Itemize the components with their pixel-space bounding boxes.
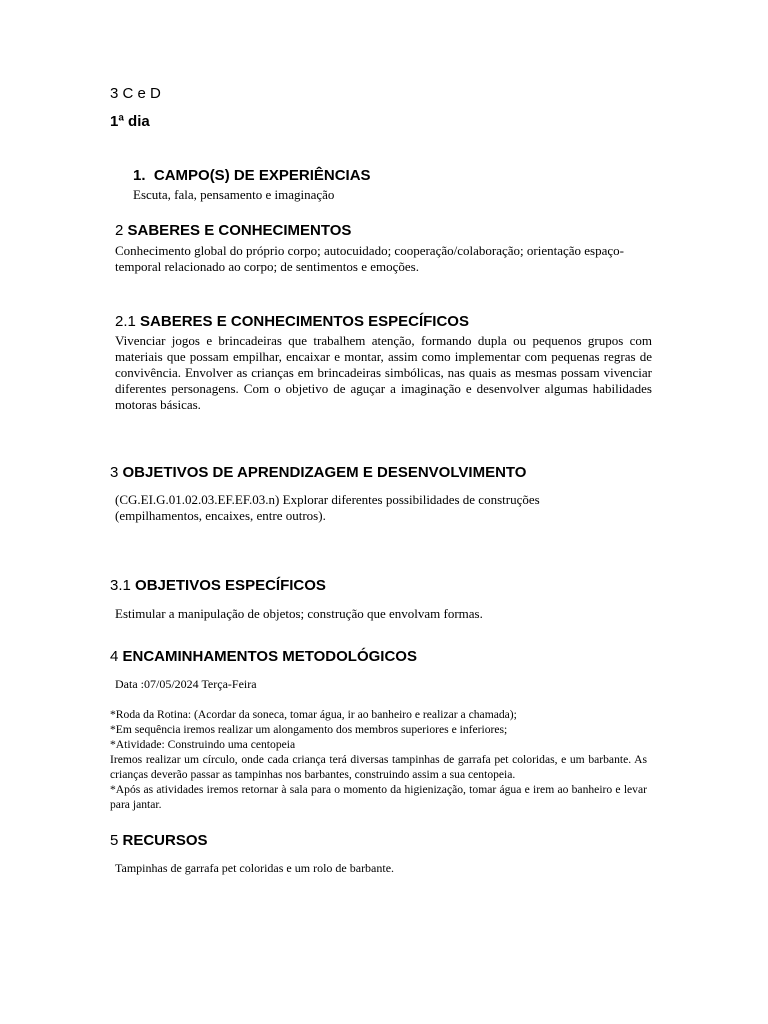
section-number: 3.1 — [110, 577, 131, 594]
section-encaminhamentos-body — [110, 707, 647, 812]
section-number: 4 — [110, 648, 119, 665]
section-saberes-text: Conhecimento global do próprio corpo; autocuidado; cooperação/colaboração; orientação espaço-temporal relacionado ao corpo; de sentimentos e emoções. — [115, 243, 624, 274]
section-title: RECURSOS — [122, 832, 208, 849]
section-title: OBJETIVOS ESPECÍFICOS — [135, 577, 326, 594]
list-item: Iremos realizar um círculo, onde cada criança terá diversas tampinhas de garrafa pet coloridas, e um barbante. As crianças deverão passar as tampinhas nos barbantes, construindo assim a sua centopeia. — [110, 753, 647, 781]
section-number: 5 — [110, 832, 119, 849]
section-title: SABERES E CONHECIMENTOS ESPECÍFICOS — [140, 313, 469, 330]
section-number: 3 — [110, 464, 119, 481]
section-title: CAMPO(S) DE EXPERIÊNCIAS — [153, 167, 371, 184]
day-label: 1ª dia — [110, 113, 150, 130]
class-label: 3 C e D — [110, 85, 161, 102]
list-item: *Após as atividades iremos retornar à sala para o momento da higienização, tomar água e irem ao banheiro e levar para jantar. — [110, 783, 647, 811]
section-encaminhamentos-heading — [110, 648, 417, 665]
section-saberes-especificos-text: Vivenciar jogos e brincadeiras que trabalhem atenção, formando dupla ou pequenos grupos com materiais que possam empilhar, encaixar e montar, assim como implementar com pequenas regras de convivência. Envolver as crianças em brincadeiras simbólicas, nas quais as mesmas possam vivenciar diferentes personagens. Com o objetivo de aguçar a imaginação e desenvolver algumas habilidades motoras básicas. — [115, 333, 652, 412]
section-campos-text: Escuta, fala, pensamento e imaginação — [133, 187, 335, 202]
list-item: *Em sequência iremos realizar um alongamento dos membros superiores e inferiores; — [110, 723, 508, 736]
section-recursos-heading — [110, 832, 208, 849]
section-saberes-heading — [115, 222, 351, 239]
list-item: *Atividade: Construindo uma centopeia — [110, 738, 296, 751]
section-recursos-text: Tampinhas de garrafa pet coloridas e um rolo de barbante. — [115, 861, 395, 875]
section-title: ENCAMINHAMENTOS METODOLÓGICOS — [122, 648, 417, 665]
section-objetivos-heading — [110, 464, 526, 481]
section-objetivos-especificos-heading — [110, 577, 326, 594]
section-number: 2 — [115, 222, 124, 239]
section-title: SABERES E CONHECIMENTOS — [127, 222, 352, 239]
section-objetivos-especificos-text: Estimular a manipulação de objetos; construção que envolvam formas. — [115, 606, 483, 621]
list-item: *Roda da Rotina: (Acordar da soneca, tomar água, ir ao banheiro e realizar a chamada); — [110, 708, 517, 721]
section-objetivos-text: (CG.EI.G.01.02.03.EF.EF.03.n) Explorar diferentes possibilidades de construções (empilhamentos, encaixes, entre outros). — [115, 492, 540, 523]
section-number: 2.1 — [115, 313, 136, 330]
section-title: OBJETIVOS DE APRENDIZAGEM E DESENVOLVIMENTO — [122, 464, 527, 481]
section-saberes-especificos-heading — [115, 313, 469, 330]
section-encaminhamentos-date: Data :07/05/2024 Terça-Feira — [115, 677, 257, 691]
section-number: 1. — [133, 167, 146, 184]
section-campos-heading — [133, 167, 371, 184]
